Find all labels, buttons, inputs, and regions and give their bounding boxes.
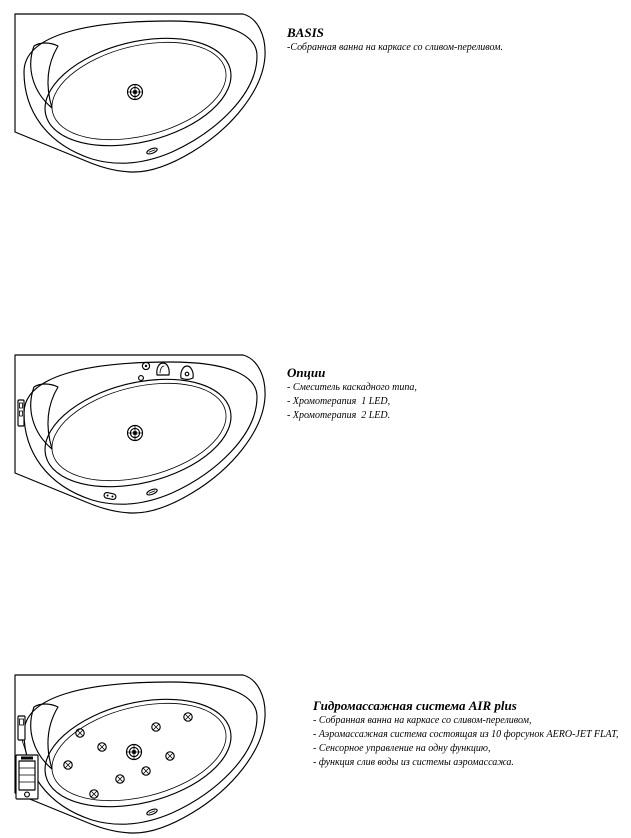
tub-inner-rim (24, 682, 257, 824)
overflow-icon (146, 488, 158, 496)
headrest (31, 43, 58, 108)
bathtub-basis-drawing (0, 0, 280, 177)
air-jet-icon (76, 729, 84, 737)
air-jet-icon (166, 752, 174, 760)
air-plus-description (313, 698, 619, 770)
section-title-air-plus: Гидромассажная система AIR plus (313, 698, 517, 713)
spec-line: - Сенсорное управление на одну функцию, (313, 743, 491, 754)
section-title-options: Опции (287, 365, 326, 380)
spec-line: - Смеситель каскадного типа, (287, 382, 417, 393)
spec-line: - Собранная ванна на каркасе со сливом-переливом, (313, 715, 532, 726)
overflow-icon (146, 147, 158, 155)
drain-icon (128, 426, 143, 441)
control-panel-icon (18, 716, 25, 740)
led-light-icon (139, 376, 144, 381)
blower-unit-icon (16, 755, 38, 799)
mixer-spout-icon (157, 363, 169, 375)
spec-line: - Хромотерапия 1 LED, (287, 396, 391, 407)
spec-line: - Хромотерапия 2 LED. (287, 410, 391, 421)
control-panel-icon (18, 400, 24, 426)
air-jet-icon (98, 743, 106, 751)
headrest (31, 384, 58, 449)
overflow-icon (146, 808, 158, 816)
drain-icon (127, 745, 142, 760)
air-jet-icon (116, 775, 124, 783)
bathtub-air-plus-drawing (0, 661, 280, 838)
air-jet-icon (64, 761, 72, 769)
led-light-icon (104, 492, 117, 500)
air-jet-icon (142, 767, 150, 775)
options-description (287, 365, 417, 423)
section-title-basis: BASIS (287, 25, 324, 40)
spec-line: - функция слив воды из системы аэромассажа. (313, 757, 514, 768)
bathtub-options-drawing (0, 341, 280, 518)
mixer-handle-icon (181, 366, 193, 380)
spec-line: - Аэромассажная система состоящая из 10 форсунок AERO-JET FLAT, (313, 729, 619, 740)
basis-description (287, 25, 503, 55)
spec-line: -Собранная ванна на каркасе со сливом-переливом. (287, 42, 504, 53)
air-jet-icon (152, 723, 160, 731)
air-jet-icon (90, 790, 98, 798)
drain-icon (128, 85, 143, 100)
mixer-valve-icon (142, 362, 149, 369)
air-jet-icon (184, 713, 192, 721)
